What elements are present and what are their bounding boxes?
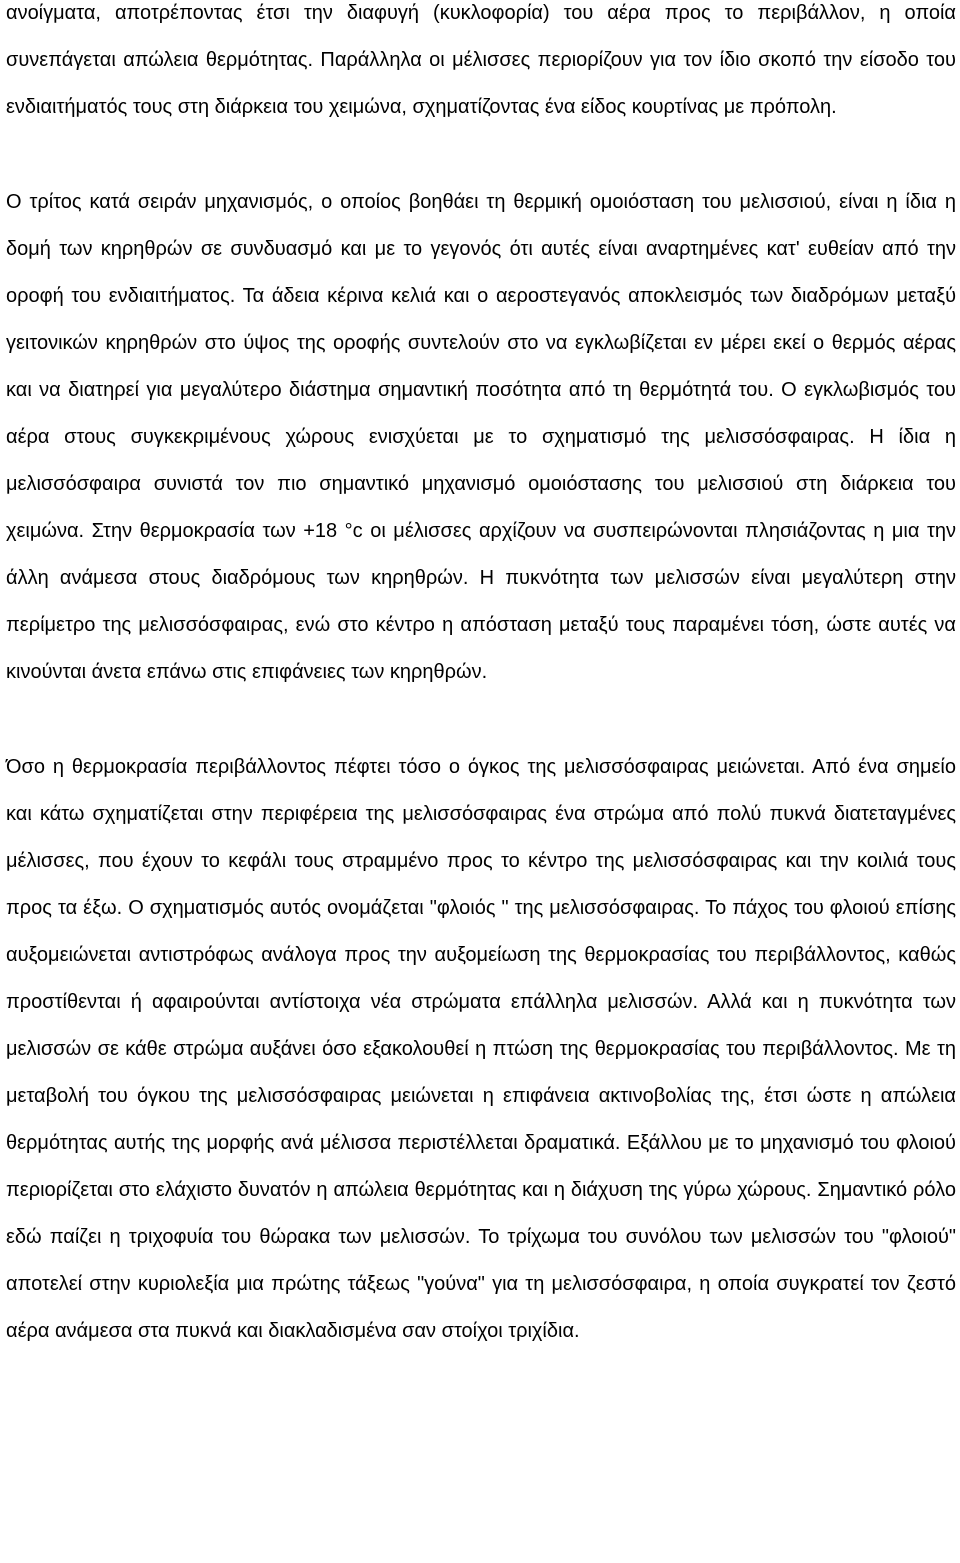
document-page [6, 0, 956, 1355]
paragraph-cluster-shell: Όσο η θερμοκρασία περιβάλλοντος πέφτει τόσο ο όγκος της μελισσόσφαιρας μειώνεται. Από ένα σημείο και κάτω σχηματίζεται στην περιφέρεια της μελισσόσφαιρας ένα στρώμα από πολύ πυκνά διατεταγμένες μέλισσες, που έχουν το κεφάλι τους στραμμένο προς το κέντρο της μελισσόσφαιρας και την κοιλιά τους προς τα έξω. Ο σχηματισμός αυτός ονομάζεται "φλοιός " της μελισσόσφαιρας. Το πάχος του φλοιού επίσης αυξομειώνεται αντιστρόφως ανάλογα προς την αυξομείωση της θερμοκρασίας του περιβάλλοντος, καθώς προστίθενται ή αφαιρούνται αντίστοιχα νέα στρώματα επάλληλα μελισσών. Αλλά και η πυκνότητα των μελισσών σε κάθε στρώμα αυξάνει όσο εξακολουθεί η πτώση της θερμοκρασίας του περιβάλλοντος. Με τη μεταβολή του όγκου της μελισσόσφαιρας μειώνεται η επιφάνεια ακτινοβολίας της, έτσι ώστε η απώλεια θερμότητας αυτής της μορφής ανά μέλισσα περιστέλλεται δραματικά. Εξάλλου με το μηχανισμό του φλοιού περιορίζεται στο ελάχιστο δυνατόν η απώλεια θερμότητας και η διάχυση της γύρω χώρους. Σημαντικό ρόλο εδώ παίζει η τριχοφυία του θώρακα των μελισσών. Το τρίχωμα του συνόλου των μελισσών του "φλοιού" αποτελεί στην κυριολεξία μια πρώτης τάξεως "γούνα" για τη μελισσόσφαιρα, η οποία συγκρατεί τον ζεστό αέρα ανάμεσα στα πυκνά και διακλαδισμένα σαν στοίχοι τριχίδια. [6, 756, 956, 1342]
paragraph-insulation-mechanisms: ανοίγματα, αποτρέποντας έτσι την διαφυγή (κυκλοφορία) του αέρα προς το περιβάλλον, η οποία συνεπάγεται απώλεια θερμότητας. Παράλληλα οι μέλισσες περιορίζουν για τον ίδιο σκοπό την είσοδο του ενδιαιτήματός τους στη διάρκεια του χειμώνα, σχηματίζοντας ένα είδος κουρτίνας με πρόπολη. [6, 2, 956, 118]
paragraph-comb-structure: Ο τρίτος κατά σειράν μηχανισμός, ο οποίος βοηθάει τη θερμική ομοιόσταση του μελισσιού, είναι η ίδια η δομή των κηρηθρών σε συνδυασμό και με το γεγονός ότι αυτές είναι αναρτημένες κατ' ευθείαν από την οροφή του ενδιαιτήματος. Τα άδεια κέρινα κελιά και ο αεροστεγανός αποκλεισμός των διαδρόμων μεταξύ γειτονικών κηρηθρών στο ύψος της οροφής συντελούν στο να εγκλωβίζεται εν μέρει εκεί ο θερμός αέρας και να διατηρεί για μεγαλύτερο διάστημα σημαντική ποσότητα από τη θερμότητά του. Ο εγκλωβισμός του αέρα στους συγκεκριμένους χώρους ενισχύεται με το σχηματισμό της μελισσόσφαιρας. Η ίδια η μελισσόσφαιρα συνιστά τον πιο σημαντικό μηχανισμό ομοιόστασης του μελισσιού στη διάρκεια του χειμώνα. Στην θερμοκρασία των +18 °c οι μέλισσες αρχίζουν να συσπειρώνονται πλησιάζοντας η μια την άλλη ανάμεσα στους διαδρόμους των κηρηθρών. Η πυκνότητα των μελισσών είναι μεγαλύτερη στην περίμετρο της μελισσόσφαιρας, ενώ στο κέντρο η απόσταση μεταξύ τους παραμένει τόση, ώστε αυτές να κινούνται άνετα επάνω στις επιφάνειες των κηρηθρών. [6, 191, 956, 683]
